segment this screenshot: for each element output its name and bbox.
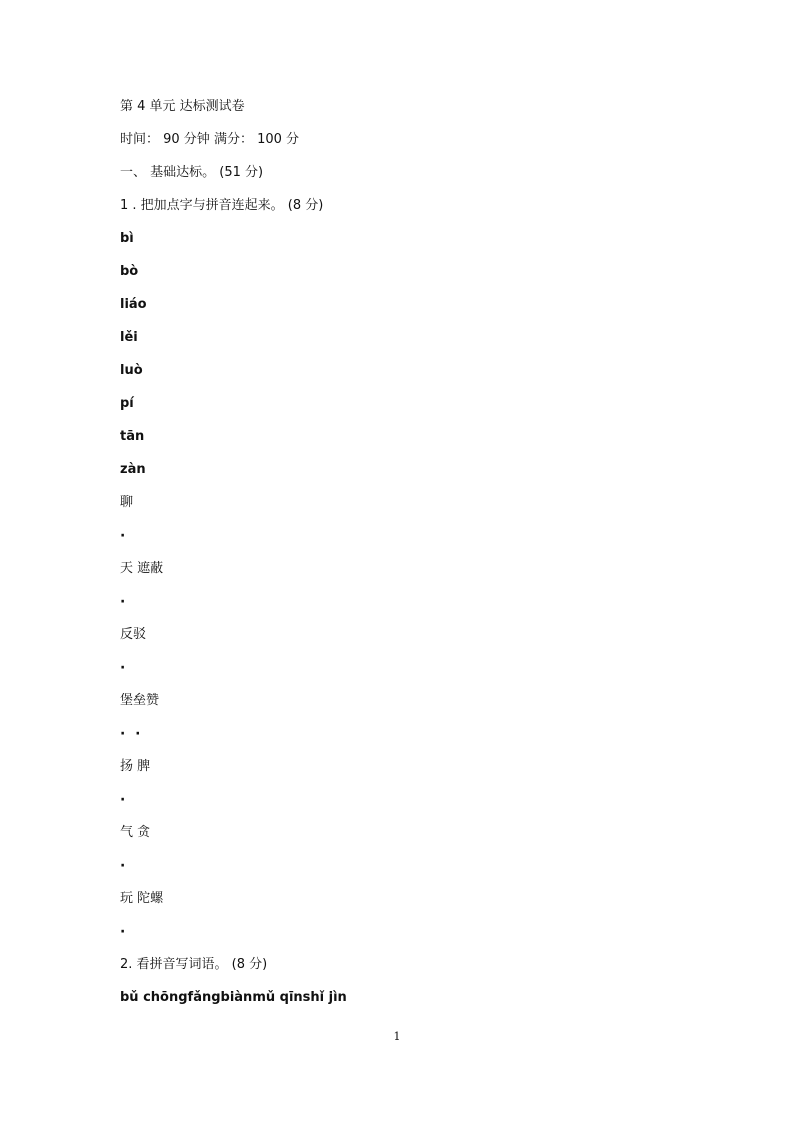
- word-line: 玩 陀螺: [120, 891, 164, 906]
- emphasis-dots: ·: [120, 924, 126, 940]
- question-2-heading: 2. 看拼音写词语。 (8 分): [120, 957, 268, 972]
- word-line: 聊: [120, 495, 134, 510]
- emphasis-dots: ·: [120, 594, 126, 610]
- word-line: 堡垒赞: [120, 693, 160, 708]
- word-line: 气 贪: [120, 825, 151, 840]
- pinyin-option: liáo: [120, 297, 147, 312]
- time-info: 时间： 90 分钟 满分： 100 分: [120, 132, 300, 147]
- pinyin-option: pí: [120, 396, 134, 411]
- emphasis-dots: · ·: [120, 726, 141, 742]
- emphasis-dots: ·: [120, 660, 126, 676]
- pinyin-prompt-line: bǔ chōngfǎngbiànmǔ qīnshǐ jìn: [120, 990, 347, 1005]
- page-number: 1: [393, 1030, 401, 1043]
- word-line: 反驳: [120, 627, 147, 642]
- pinyin-option: zàn: [120, 462, 146, 477]
- emphasis-dots: ·: [120, 528, 126, 544]
- question-1-heading: 1 . 把加点字与拼音连起来。 (8 分): [120, 198, 324, 213]
- pinyin-option: bò: [120, 264, 139, 279]
- pinyin-option: tān: [120, 429, 145, 444]
- pinyin-option: luò: [120, 363, 143, 378]
- pinyin-option: bì: [120, 231, 134, 246]
- pinyin-option: lěi: [120, 330, 138, 345]
- document-title: 第 4 单元 达标测试卷: [120, 99, 245, 114]
- word-line: 扬 脾: [120, 759, 151, 774]
- section-heading: 一、 基础达标。 (51 分): [120, 165, 264, 180]
- emphasis-dots: ·: [120, 792, 126, 808]
- word-line: 天 遮蔽: [120, 561, 164, 576]
- emphasis-dots: ·: [120, 858, 126, 874]
